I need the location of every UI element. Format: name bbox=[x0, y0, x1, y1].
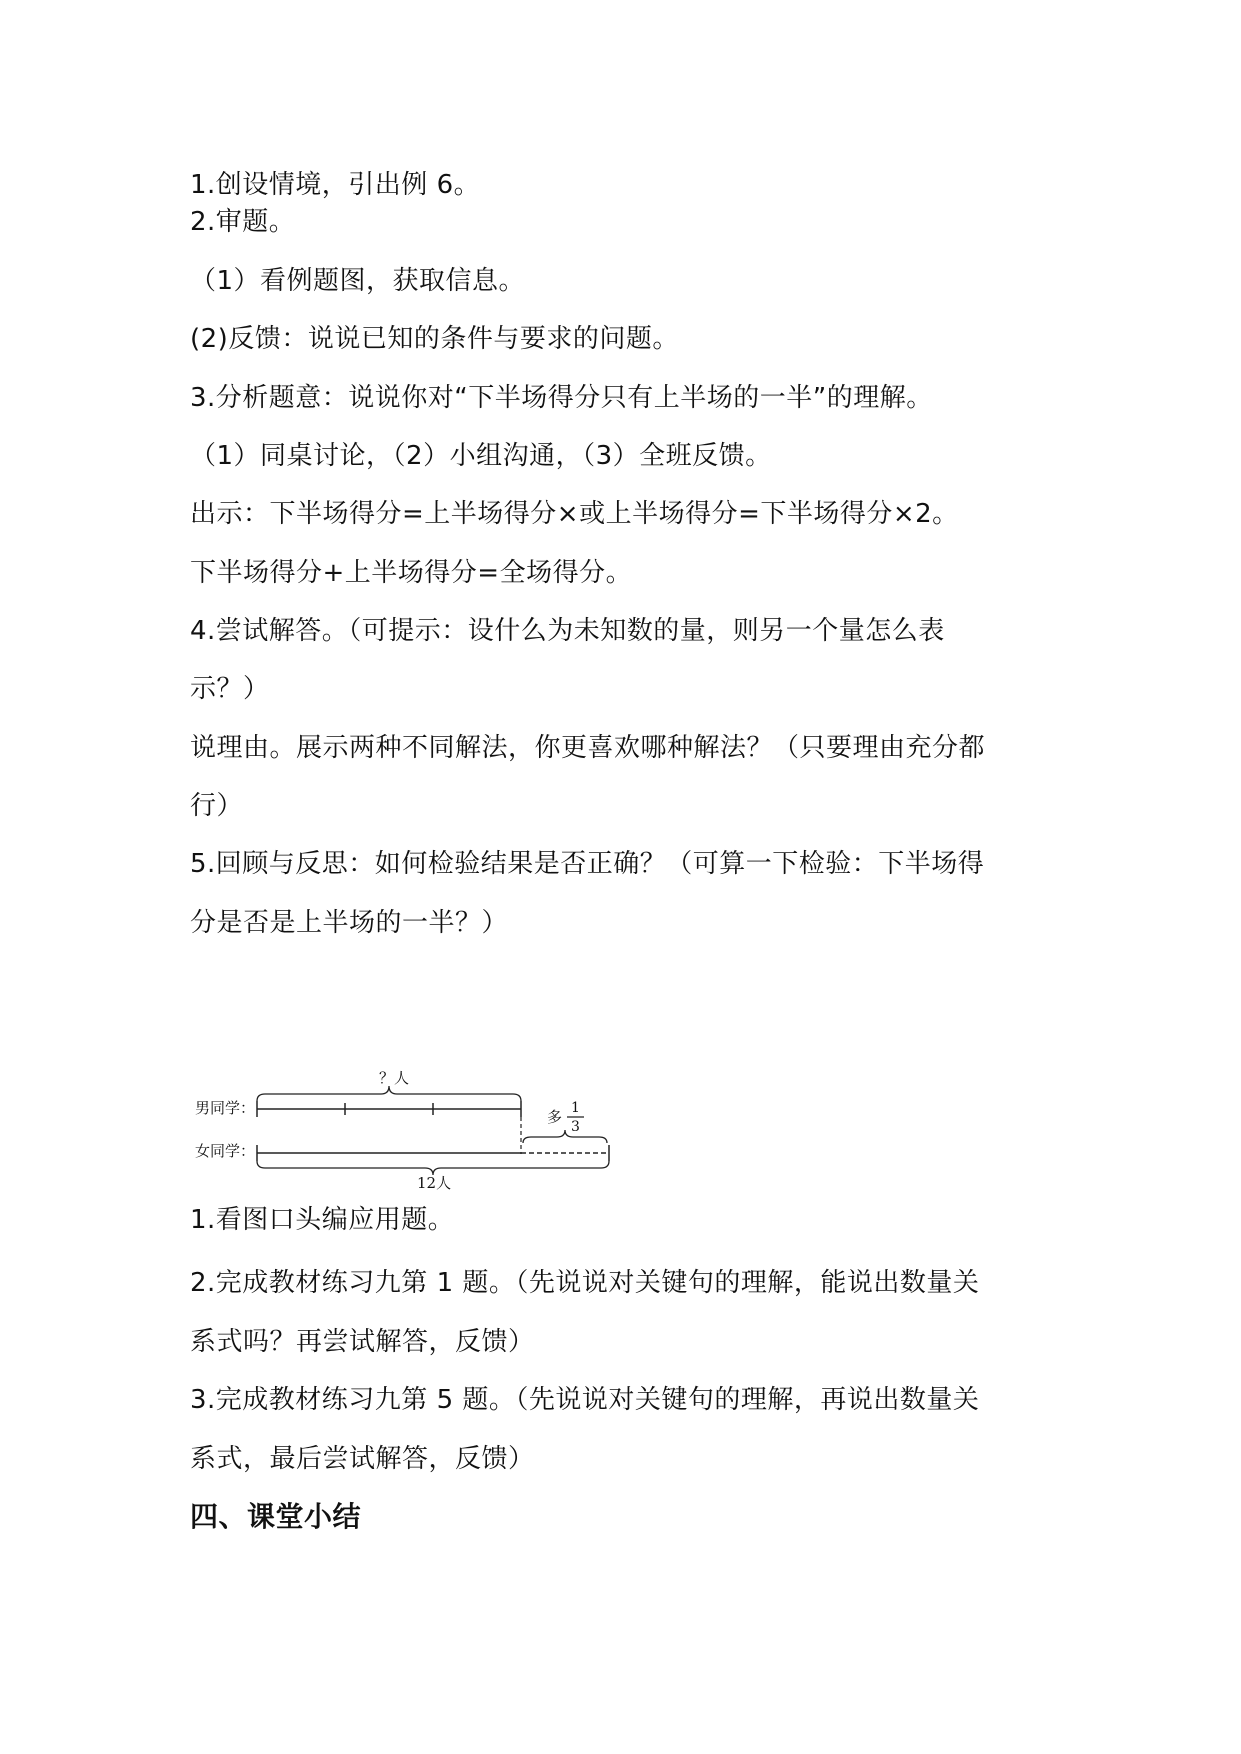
fraction-numerator: 1 bbox=[571, 1100, 580, 1116]
paragraph-line: 1.创设情境，引出例 6。 bbox=[190, 170, 481, 200]
paragraph-line: 1.看图口头编应用题。 bbox=[190, 1205, 455, 1235]
more-label: 多 bbox=[547, 1108, 563, 1126]
fraction-denominator: 3 bbox=[571, 1119, 580, 1135]
paragraph-line: 下半场得分+上半场得分=全场得分。 bbox=[190, 558, 633, 588]
paragraph-line: 系式，最后尝试解答，反馈） bbox=[190, 1444, 535, 1474]
paragraph-line: 4.尝试解答。（可提示：设什么为未知数的量，则另一个量怎么表 bbox=[190, 616, 945, 646]
paragraph-line: 系式吗？再尝试解答，反馈） bbox=[190, 1327, 535, 1357]
paragraph-line: 说理由。展示两种不同解法，你更喜欢哪种解法？（只要理由充分都 bbox=[190, 733, 986, 763]
bar-diagram bbox=[195, 1070, 625, 1190]
paragraph-line: 示？） bbox=[190, 674, 270, 704]
paragraph-line: 3.完成教材练习九第 5 题。（先说说对关键句的理解，再说出数量关 bbox=[190, 1385, 980, 1415]
extra-part-brace bbox=[523, 1130, 607, 1143]
boys-label: 男同学： bbox=[195, 1099, 256, 1117]
girls-label: 女同学： bbox=[195, 1142, 256, 1160]
paragraph-line: (2)反馈：说说已知的条件与要求的问题。 bbox=[190, 324, 679, 354]
paragraph-line: （1）看例题图，获取信息。 bbox=[190, 266, 526, 296]
paragraph-line: 2.审题。 bbox=[190, 207, 296, 237]
paragraph-line: 5.回顾与反思：如何检验结果是否正确？（可算一下检验：下半场得 bbox=[190, 849, 985, 879]
paragraph-line: 2.完成教材练习九第 1 题。（先说说对关键句的理解，能说出数量关 bbox=[190, 1268, 980, 1298]
paragraph-line: （1）同桌讨论，（2）小组沟通，（3）全班反馈。 bbox=[190, 441, 772, 471]
paragraph-line: 行） bbox=[190, 791, 244, 821]
section-heading: 四、课堂小结 bbox=[190, 1500, 362, 1533]
boys-question-label: ？人 bbox=[379, 1070, 410, 1087]
paragraph-line: 3.分析题意：说说你对“下半场得分只有上半场的一半”的理解。 bbox=[190, 383, 933, 413]
paragraph-line: 分是否是上半场的一半？） bbox=[190, 908, 509, 938]
girls-total-label: 12人 bbox=[417, 1174, 452, 1190]
girls-bottom-brace bbox=[257, 1161, 609, 1175]
boys-top-brace bbox=[257, 1086, 521, 1101]
paragraph-line: 出示：下半场得分=上半场得分×或上半场得分=下半场得分×2。 bbox=[190, 499, 959, 529]
